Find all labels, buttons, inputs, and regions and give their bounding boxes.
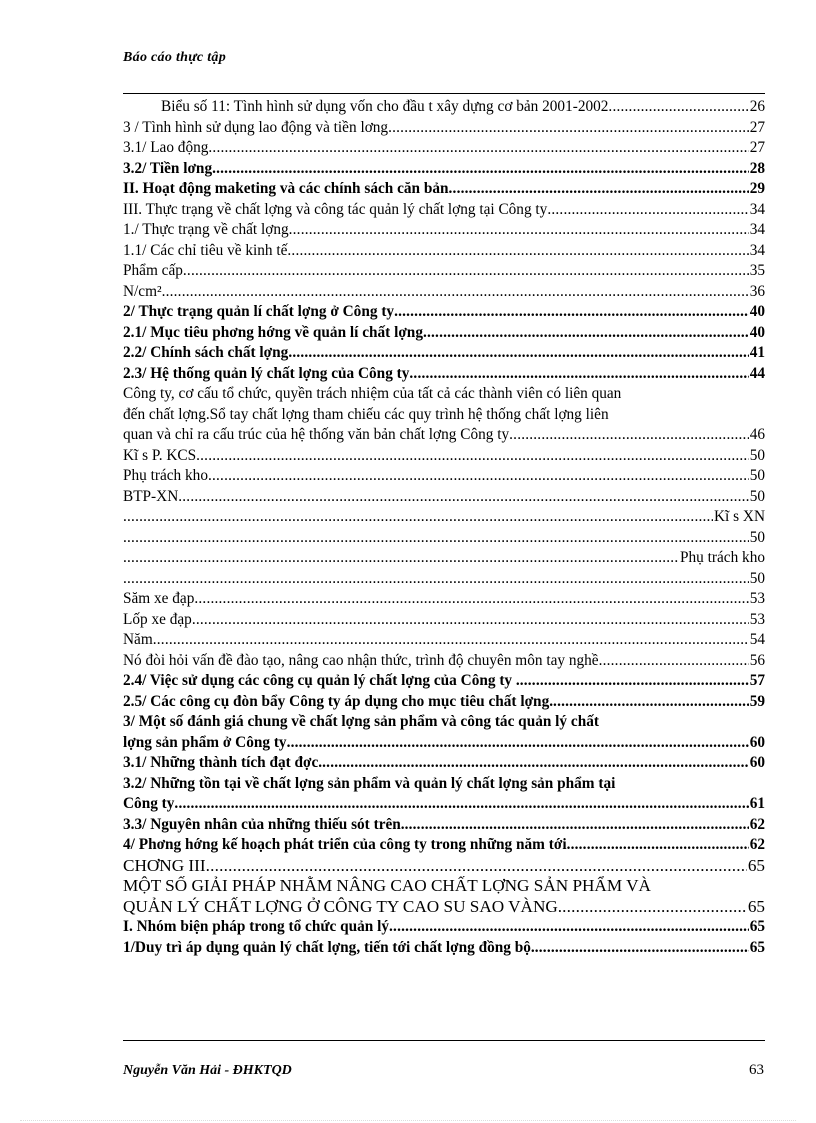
toc-leader-dots bbox=[562, 897, 747, 918]
toc-leader-dots bbox=[322, 753, 749, 774]
toc-entry-label: 2/ Thực trạng quản lí chất lợng ở Công ty bbox=[123, 303, 395, 320]
toc-entry-page: 62 bbox=[749, 836, 765, 853]
toc-entry-page: 62 bbox=[749, 815, 765, 833]
toc-leader-dots bbox=[192, 610, 749, 631]
toc-entry bbox=[123, 712, 765, 733]
toc-leader-dots bbox=[174, 794, 748, 815]
toc-entry bbox=[123, 282, 765, 303]
toc-leader-dots bbox=[547, 200, 748, 221]
footer-author: Nguyễn Văn Hải - ĐHKTQD bbox=[123, 1063, 292, 1078]
toc-entry bbox=[123, 323, 765, 344]
toc-entry-page: 50 bbox=[749, 487, 765, 505]
toc-entry-label: 2.2/ Chính sách chất lợng bbox=[123, 344, 289, 361]
toc-entry bbox=[123, 815, 765, 836]
toc-entry-page: 50 bbox=[749, 528, 765, 546]
toc-entry-page: 44 bbox=[749, 364, 765, 382]
toc-entry bbox=[123, 179, 765, 200]
toc-entry-label: Phụ trách kho bbox=[123, 467, 208, 484]
toc-entry-label: Năm bbox=[123, 631, 153, 648]
toc-leader-dots bbox=[389, 917, 749, 938]
toc-entry-page: 57 bbox=[749, 672, 765, 689]
toc-entry-label: 3.1/ Những thành tích đạt đợc. bbox=[123, 754, 323, 771]
toc-leader-dots bbox=[212, 159, 749, 180]
toc-entry-page: 26 bbox=[749, 98, 765, 115]
toc-entry-page: 53 bbox=[749, 610, 765, 628]
toc-entry bbox=[123, 794, 765, 815]
header-rule bbox=[123, 93, 765, 94]
toc-entry bbox=[123, 630, 765, 651]
toc-entry bbox=[123, 466, 765, 487]
header-title: Báo cáo thực tập bbox=[123, 50, 227, 65]
toc-entry bbox=[123, 138, 765, 159]
toc-entry-page: 54 bbox=[749, 631, 765, 648]
toc-entry-label: BTP-XN bbox=[123, 487, 179, 505]
toc-entry-page: 50 bbox=[749, 569, 765, 587]
toc-entry-label: 4/ Phơng hớng kế hoạch phát triển của công ty trong những năm tới bbox=[123, 836, 567, 853]
toc-entry-label: MỘT SỐ GIẢI PHÁP NHẰM NÂNG CAO CHẤT LỢNG SẢN PHẨM VÀ bbox=[123, 876, 651, 895]
toc-entry bbox=[123, 651, 765, 672]
toc-entry-page: 46 bbox=[749, 426, 765, 443]
toc-entry bbox=[123, 220, 765, 241]
toc-entry-label: quan và chỉ ra cấu trúc của hệ thống văn bản chất lợng Công ty bbox=[123, 426, 510, 443]
page-number: 63 bbox=[749, 1062, 764, 1078]
toc-entry-page: 50 bbox=[749, 467, 765, 484]
toc-leader-dots bbox=[287, 241, 748, 262]
toc-entry-label: QUẢN LÝ CHẤT LỢNG Ở CÔNG TY CAO SU SAO VÀNG. bbox=[123, 896, 563, 916]
toc-entry-page: 65 bbox=[747, 896, 765, 916]
toc-entry-label: 1./ Thực trạng về chất lợng bbox=[123, 221, 289, 238]
toc-entry-label: Lốp xe đạp bbox=[123, 610, 192, 628]
toc-entry bbox=[123, 446, 765, 467]
toc-entry-label: 3 / Tình hình sử dụng lao động và tiền lơng bbox=[123, 118, 389, 136]
toc-leader-dots bbox=[608, 97, 748, 118]
toc-entry-label: 2.5/ Các công cụ đòn bẩy Công ty áp dụng cho mục tiêu chất lợng. bbox=[123, 692, 554, 710]
toc-entry-page: 34 bbox=[749, 200, 765, 218]
toc-leader-dots bbox=[194, 589, 748, 610]
toc-entry-page: 35 bbox=[749, 262, 765, 279]
toc-entry bbox=[123, 774, 765, 795]
toc-leader-dots bbox=[405, 815, 749, 836]
toc-leader-dots bbox=[123, 507, 713, 528]
toc-leader-dots bbox=[394, 302, 749, 323]
toc-entry-page: 65 bbox=[749, 918, 765, 935]
toc-leader-dots bbox=[162, 282, 749, 303]
toc-entry-page: 50 bbox=[749, 446, 765, 464]
toc-leader-dots bbox=[178, 487, 748, 508]
toc-entry-label: 3.2/ Tiền lơng bbox=[123, 159, 213, 177]
footer-rule bbox=[123, 1040, 765, 1041]
toc-entry-label: 2.4/ Việc sử dụng các công cụ quản lý chất lợng của Công ty . bbox=[123, 672, 520, 689]
toc-entry bbox=[123, 487, 765, 508]
toc-entry-label: 2.1/ Mục tiêu phơng hớng về quản lí chất lợng bbox=[123, 323, 423, 341]
toc-entry bbox=[123, 856, 765, 877]
toc-entry bbox=[123, 876, 765, 897]
toc-entry bbox=[123, 241, 765, 262]
toc-entry bbox=[123, 610, 765, 631]
toc-leader-dots bbox=[553, 692, 749, 713]
toc-entry-label: III. Thực trạng về chất lợng và công tác quản lý chất lợng tại Công ty bbox=[123, 200, 548, 218]
toc-leader-dots bbox=[423, 323, 749, 344]
toc-entry bbox=[123, 938, 765, 959]
toc-entry-label: Săm xe đạp bbox=[123, 590, 195, 607]
toc-entry bbox=[123, 917, 765, 938]
toc-entry-label: Công ty, cơ cấu tổ chức, quyền trách nhiệm của tất cả các thành viên có liên quan bbox=[123, 385, 622, 402]
toc-entry-label: N/cm² bbox=[123, 282, 162, 300]
toc-leader-dots bbox=[123, 528, 749, 549]
toc-entry-page: 40 bbox=[749, 303, 765, 320]
toc-entry-label: CHƠNG III bbox=[123, 855, 206, 875]
toc-leader-dots bbox=[208, 466, 749, 487]
toc-entry-page: 61 bbox=[749, 795, 765, 812]
toc-entry-label: 3.1/ Lao động bbox=[123, 139, 209, 156]
toc-entry-page: 40 bbox=[749, 323, 765, 341]
toc-leader-dots bbox=[388, 118, 749, 139]
toc-leader-dots bbox=[288, 343, 748, 364]
toc-entry bbox=[123, 671, 765, 692]
toc-entry-page: 27 bbox=[749, 118, 765, 136]
toc-entry-page: 59 bbox=[749, 692, 765, 710]
toc-entry-page: 60 bbox=[749, 754, 765, 771]
toc-entry-label: đến chất lợng.Sổ tay chất lợng tham chiếu các quy trình hệ thống chất lợng liên bbox=[123, 405, 609, 423]
toc-leader-dots bbox=[520, 671, 749, 692]
toc-entry bbox=[123, 692, 765, 713]
toc-leader-dots bbox=[289, 220, 749, 241]
toc-entry bbox=[123, 118, 765, 139]
toc-entry bbox=[123, 897, 765, 918]
toc-entry-page: 36 bbox=[749, 282, 765, 300]
toc-entry bbox=[123, 97, 765, 118]
toc-entry bbox=[123, 200, 765, 221]
toc-entry bbox=[123, 364, 765, 385]
toc-entry-page: 65 bbox=[749, 938, 765, 956]
toc-entry bbox=[123, 548, 765, 569]
toc-leader-dots bbox=[208, 138, 748, 159]
toc-entry-label: 2.3/ Hệ thống quản lý chất lợng của Công ty bbox=[123, 364, 410, 382]
toc-entry-label: 1.1/ Các chỉ tiêu về kinh tế bbox=[123, 241, 288, 259]
toc-entry-label: Công ty bbox=[123, 795, 175, 812]
toc-entry-label: 1/Duy trì áp dụng quản lý chất lợng, tiến tới chất lợng đồng bộ. bbox=[123, 938, 535, 956]
toc-entry-page: Kĩ s XN bbox=[714, 508, 765, 525]
toc-entry-label: Phẩm cấp bbox=[123, 262, 183, 279]
toc-entry bbox=[123, 343, 765, 364]
toc-entry-label: 3.3/ Nguyên nhân của những thiếu sót trên. bbox=[123, 815, 405, 833]
toc-entry bbox=[123, 753, 765, 774]
toc-leader-dots bbox=[409, 364, 748, 385]
toc-entry bbox=[123, 528, 765, 549]
toc-entry bbox=[123, 159, 765, 180]
toc-leader-dots bbox=[196, 446, 749, 467]
toc-entry bbox=[123, 405, 765, 426]
toc-entry-label: Biểu số 11: Tình hình sử dụng vốn cho đầu t xây dựng cơ bản 2001-2002 bbox=[161, 98, 609, 115]
toc-leader-dots bbox=[123, 569, 749, 590]
toc-entry bbox=[123, 507, 765, 528]
toc-leader-dots bbox=[509, 425, 749, 446]
toc-leader-dots bbox=[123, 548, 679, 569]
toc-entry bbox=[123, 589, 765, 610]
toc-entry-page: 27 bbox=[749, 139, 765, 156]
toc-entry-label: 3/ Một số đánh giá chung về chất lợng sản phẩm và công tác quản lý chất bbox=[123, 713, 599, 730]
toc-entry-label: 3.2/ Những tồn tại về chất lợng sản phẩm và quản lý chất lợng sản phẩm tại bbox=[123, 774, 616, 792]
toc-entry-page: 41 bbox=[749, 344, 765, 361]
toc-entry bbox=[123, 302, 765, 323]
table-of-contents bbox=[123, 97, 765, 958]
toc-leader-dots bbox=[599, 651, 749, 672]
toc-entry-page: 53 bbox=[749, 590, 765, 607]
toc-entry-page: 28 bbox=[749, 159, 765, 177]
toc-entry bbox=[123, 569, 765, 590]
toc-entry-page: 34 bbox=[749, 241, 765, 259]
toc-entry-page: 56 bbox=[749, 651, 765, 669]
toc-entry-label: lợng sản phẩm ở Công ty bbox=[123, 733, 287, 751]
toc-leader-dots bbox=[287, 733, 749, 754]
toc-entry-label: Kĩ s P. KCS bbox=[123, 446, 197, 464]
toc-entry-label: II. Hoạt động maketing và các chính sách căn bản bbox=[123, 180, 449, 197]
toc-leader-dots bbox=[153, 630, 749, 651]
toc-leader-dots bbox=[449, 179, 749, 200]
toc-entry-label: I. Nhóm biện pháp trong tổ chức quản lý bbox=[123, 918, 390, 935]
toc-entry bbox=[123, 835, 765, 856]
toc-leader-dots bbox=[183, 261, 749, 282]
page-edge bbox=[20, 1120, 796, 1121]
toc-entry bbox=[123, 733, 765, 754]
toc-leader-dots bbox=[535, 938, 749, 959]
toc-entry bbox=[123, 261, 765, 282]
toc-entry-page: Phụ trách kho bbox=[680, 549, 765, 566]
toc-entry-page: 34 bbox=[749, 221, 765, 238]
toc-entry bbox=[123, 425, 765, 446]
toc-leader-dots bbox=[567, 835, 749, 856]
toc-entry-page: 60 bbox=[749, 733, 765, 751]
toc-entry-page: 29 bbox=[749, 180, 765, 197]
toc-leader-dots bbox=[206, 856, 747, 877]
toc-entry-page: 65 bbox=[747, 855, 765, 875]
toc-entry-label: Nó đòi hỏi vấn đề đào tạo, nâng cao nhận thức, trình độ chuyên môn tay nghề bbox=[123, 651, 599, 669]
toc-entry bbox=[123, 384, 765, 405]
